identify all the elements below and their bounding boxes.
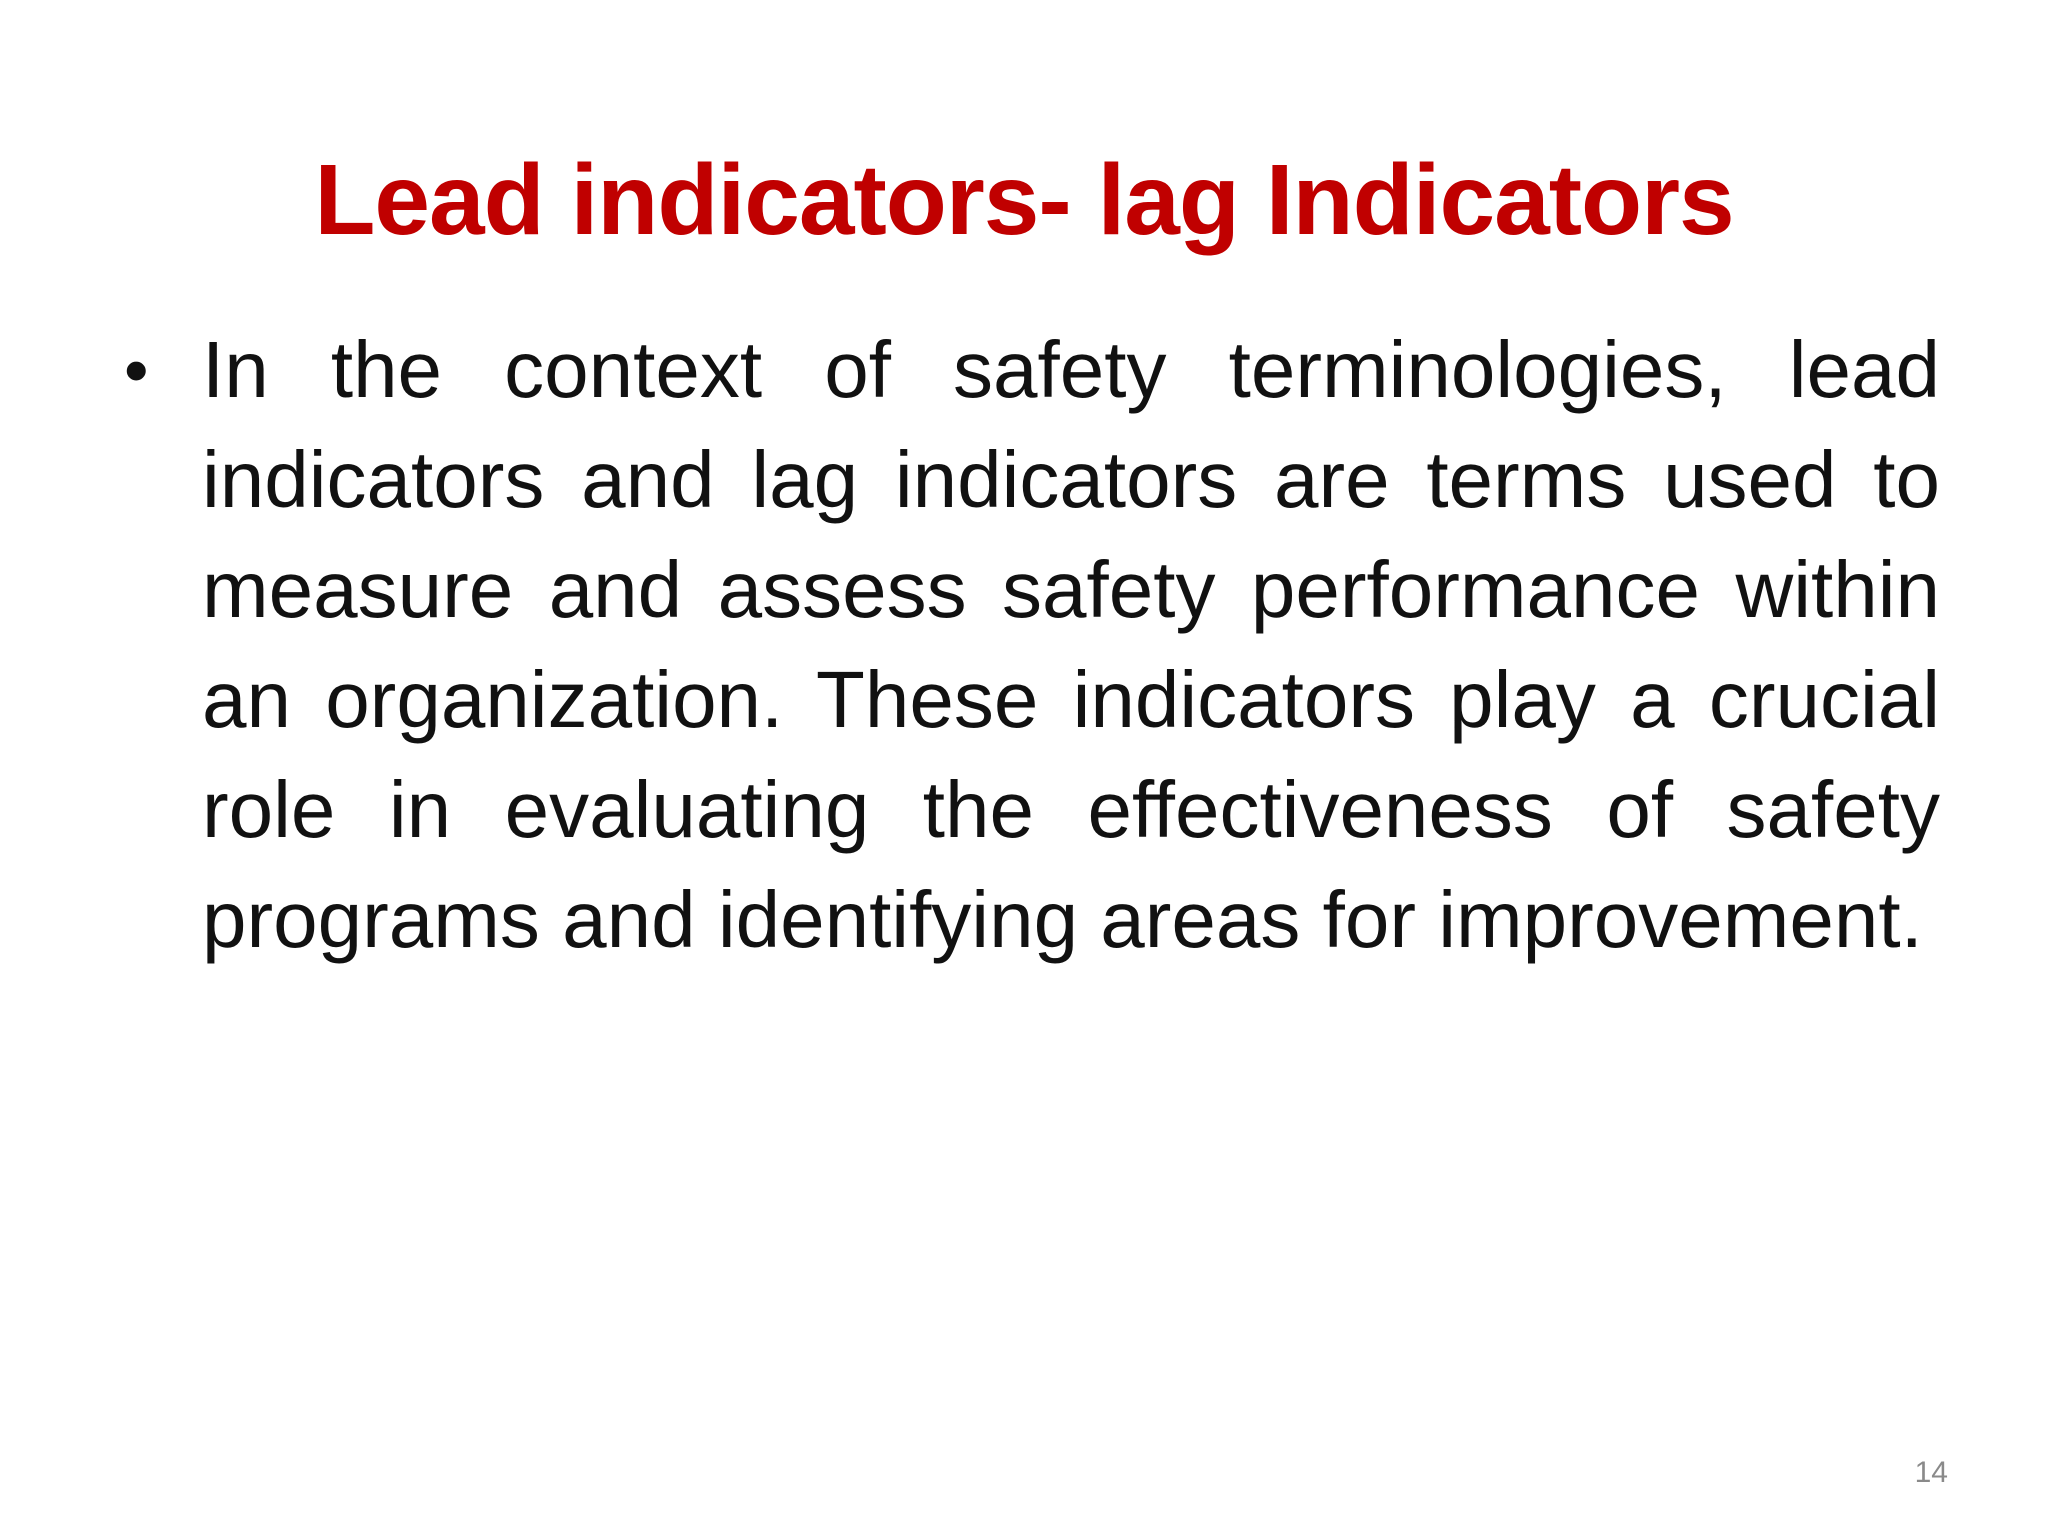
bullet-list xyxy=(110,315,1940,975)
page-number: 14 xyxy=(1914,1456,1948,1489)
slide-title: Lead indicators- lag Indicators xyxy=(314,144,1734,256)
bullet-item xyxy=(110,315,1940,975)
bullet-text: In the context of safety terminologies, lead indicators and lag indicators are terms used to measure and assess safety performance within an organization. These indicators play a crucial role in evaluating the effectiveness of safety programs and identifying areas for improvement. xyxy=(202,325,1940,964)
bullet-marker: • xyxy=(124,331,149,409)
